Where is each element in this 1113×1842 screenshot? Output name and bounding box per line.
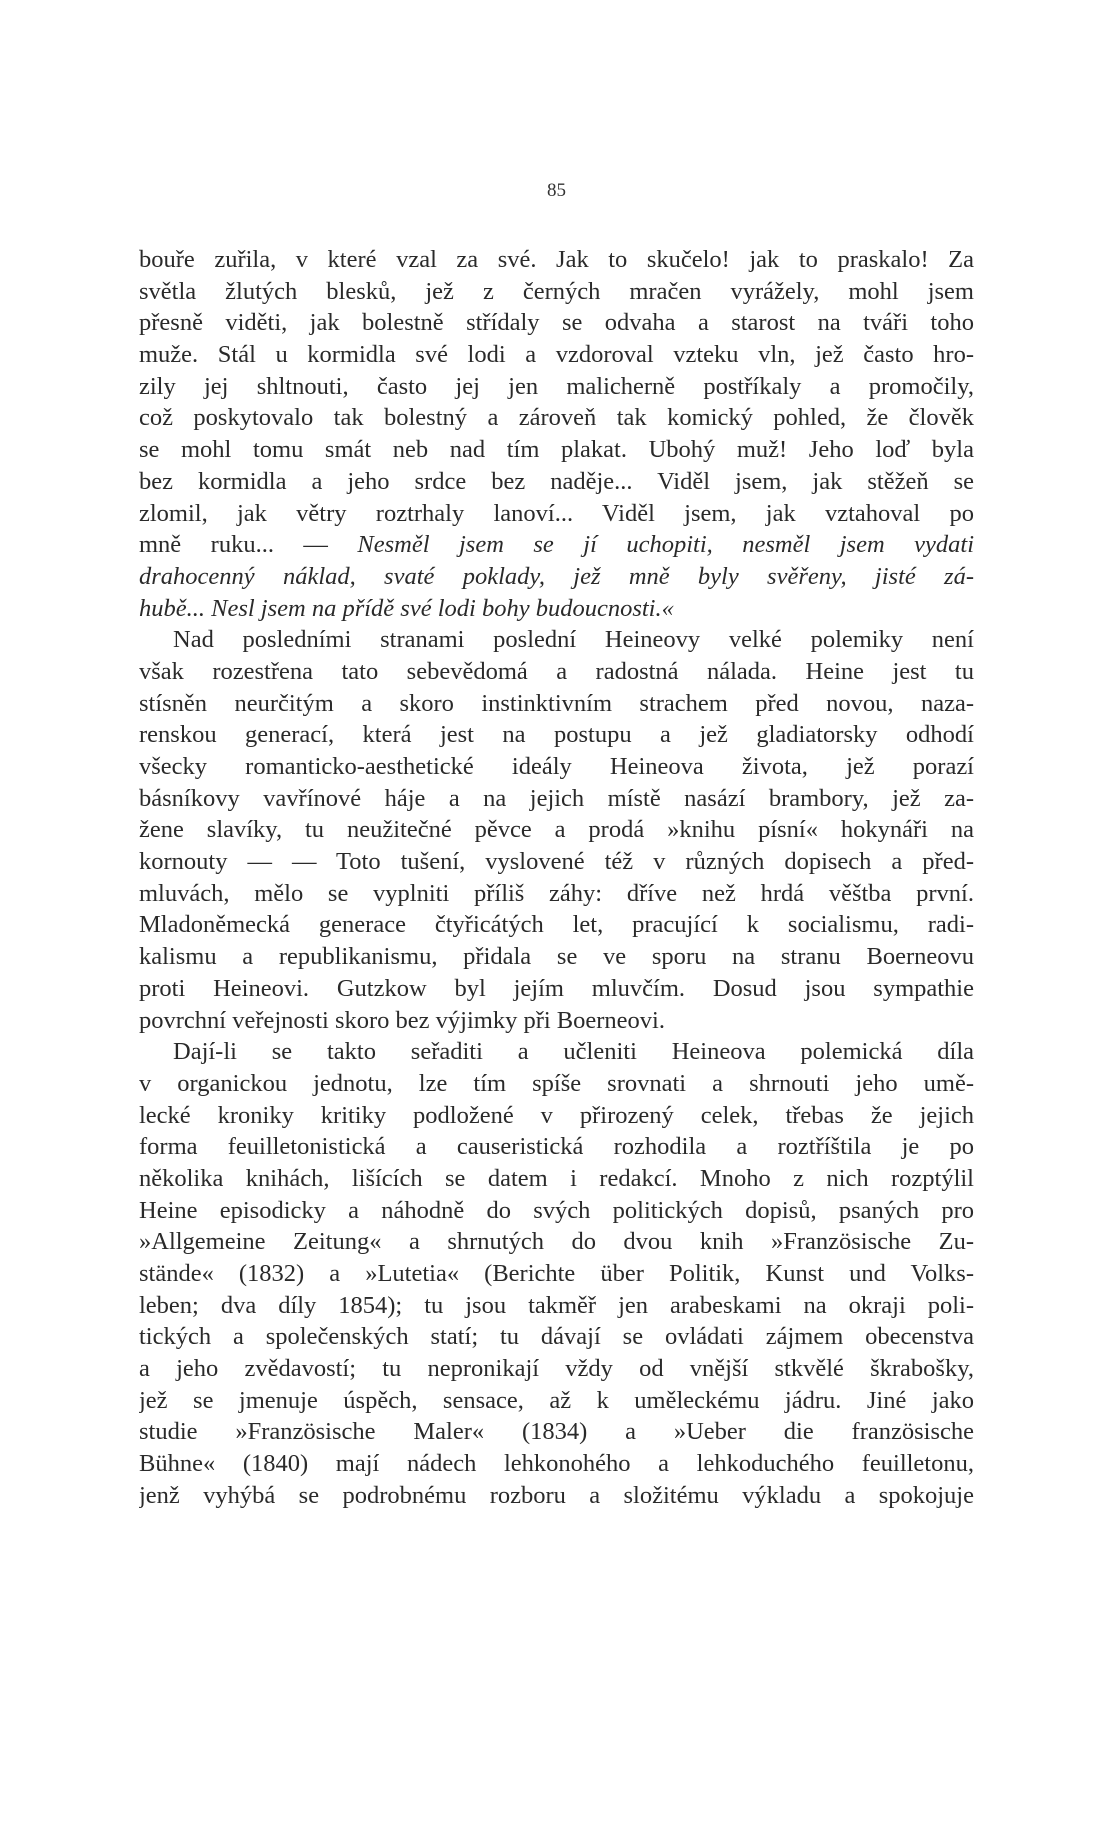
text-line <box>139 814 974 846</box>
text-line <box>139 339 974 371</box>
text-line <box>139 846 974 878</box>
text-line <box>139 1195 974 1227</box>
page-number: 85 <box>547 180 566 201</box>
line-text: mně ruku... — <box>139 531 358 559</box>
line-text: světla žlutých blesků, jež z černých mračen vyrážely, mohl jsem <box>139 277 974 305</box>
line-text: žene slavíky, tu neužitečné pěvce a prodá »knihu písní« hokynáři na <box>139 816 974 844</box>
text-line <box>139 466 974 498</box>
text-line <box>139 1163 974 1195</box>
text-line <box>139 1416 974 1448</box>
line-text: lecké kroniky kritiky podložené v přirozený celek, třebas že jejich <box>139 1101 974 1129</box>
line-italic-text: hubě... Nesl jsem na přídě své lodi bohy budoucnosti.« <box>139 594 674 622</box>
text-line <box>139 1290 974 1322</box>
line-text: tických a společenských statí; tu dávají se ovládati zájmem obecenstva <box>139 1323 974 1351</box>
text-line <box>139 1068 974 1100</box>
line-text: studie »Französische Maler« (1834) a »Ueber die französische <box>139 1418 974 1446</box>
text-line <box>139 1226 974 1258</box>
line-italic-text: drahocenný náklad, svaté poklady, jež mně byly svěřeny, jisté zá- <box>139 562 974 590</box>
line-text: básníkovy vavřínové háje a na jejich místě nasází brambory, jež za- <box>139 784 974 812</box>
line-text: Nad posledními stranami poslední Heineovy velké polemiky není <box>173 626 974 654</box>
text-line <box>139 434 974 466</box>
body-text <box>139 244 974 1512</box>
text-line <box>139 244 974 276</box>
text-line <box>139 941 974 973</box>
line-text: bez kormidla a jeho srdce bez naděje... Viděl jsem, jak stěžeň se <box>139 467 974 495</box>
text-line <box>139 498 974 530</box>
line-italic-text: Nesměl jsem se jí uchopiti, nesměl jsem vydati <box>357 531 974 559</box>
line-text: zlomil, jak větry roztrhaly lanoví... Viděl jsem, jak vztahoval po <box>139 499 974 527</box>
text-line <box>139 719 974 751</box>
text-line <box>139 973 974 1005</box>
text-line <box>139 1100 974 1132</box>
line-text: stände« (1832) a »Lutetia« (Berichte über Politik, Kunst und Volks- <box>139 1260 974 1287</box>
text-line <box>139 1321 974 1353</box>
line-text: Bühne« (1840) mají nádech lehkonohého a lehkoduchého feuilletonu, <box>139 1450 974 1478</box>
text-line <box>139 593 974 625</box>
line-text: přesně viděti, jak bolestně střídaly se odvaha a starost na tváři toho <box>139 309 974 337</box>
text-line <box>139 529 974 561</box>
line-text: leben; dva díly 1854); tu jsou takměř jen arabeskami na okraji poli- <box>139 1291 974 1319</box>
text-line <box>139 307 974 339</box>
line-text: v organickou jednotu, lze tím spíše srovnati a shrnouti jeho umě- <box>139 1069 974 1097</box>
line-text: bouře zuřila, v které vzal za své. Jak to skučelo! jak to praskalo! Za <box>139 246 974 273</box>
line-text: však rozestřena tato sebevědomá a radostná nálada. Heine jest tu <box>139 657 974 685</box>
line-text: jenž vyhýbá se podrobnému rozboru a složitému výkladu a spokojuje <box>139 1481 974 1509</box>
text-line <box>139 751 974 783</box>
line-text: »Allgemeine Zeitung« a shrnutých do dvou knih »Französische Zu- <box>139 1228 974 1256</box>
text-line <box>139 1131 974 1163</box>
line-text: renskou generací, která jest na postupu a jež gladiatorsky odhodí <box>139 721 974 749</box>
text-line <box>139 1036 974 1068</box>
text-line <box>139 1005 974 1037</box>
line-text: a jeho zvědavostí; tu nepronikají vždy od vnější stkvělé škrabošky, <box>139 1355 974 1383</box>
line-text: Mladoněmecká generace čtyřicátých let, pracující k socialismu, radi- <box>139 911 974 939</box>
line-text: proti Heineovi. Gutzkow byl jejím mluvčím. Dosud jsou sympathie <box>139 974 974 1002</box>
text-line <box>139 1353 974 1385</box>
text-line <box>139 371 974 403</box>
text-line <box>139 688 974 720</box>
line-text: všecky romanticko-aesthetické ideály Heineova života, jež porazí <box>139 753 974 780</box>
line-text: povrchní veřejnosti skoro bez výjimky při Boerneovi. <box>139 1006 665 1034</box>
line-text: což poskytovalo tak bolestný a zároveň tak komický pohled, že člověk <box>139 404 974 432</box>
text-line <box>139 1480 974 1512</box>
text-line <box>139 878 974 910</box>
line-text: kalismu a republikanismu, přidala se ve sporu na stranu Boerneovu <box>139 943 974 971</box>
line-text: muže. Stál u kormidla své lodi a vzdoroval vzteku vln, jež často hro- <box>139 341 974 369</box>
line-text: kornouty — — Toto tušení, vyslovené též v různých dopisech a před- <box>139 848 974 876</box>
text-line <box>139 276 974 308</box>
text-line <box>139 656 974 688</box>
line-text: Dají-li se takto seřaditi a učleniti Heineova polemická díla <box>173 1038 974 1066</box>
text-line <box>139 402 974 434</box>
line-text: stísněn neurčitým a skoro instinktivním strachem před novou, naza- <box>139 689 974 717</box>
text-line <box>139 561 974 593</box>
line-text: několika knihách, lišících se datem i redakcí. Mnoho z nich rozptýlil <box>139 1164 974 1192</box>
line-text: se mohl tomu smát neb nad tím plakat. Ubohý muž! Jeho loď byla <box>139 436 974 464</box>
text-line <box>139 1385 974 1417</box>
line-text: Heine episodicky a náhodně do svých politických dopisů, psaných pro <box>139 1196 974 1224</box>
text-line <box>139 1258 974 1290</box>
line-text: zily jej shltnouti, často jej jen malicherně postříkaly a promočily, <box>139 372 974 400</box>
text-line <box>139 1448 974 1480</box>
line-text: forma feuilletonistická a causeristická rozhodila a roztříštila je po <box>139 1133 974 1161</box>
text-line <box>139 909 974 941</box>
line-text: jež se jmenuje úspěch, sensace, až k uměleckému jádru. Jiné jako <box>139 1386 974 1414</box>
text-line <box>139 783 974 815</box>
text-line <box>139 624 974 656</box>
line-text: mluvách, mělo se vyplniti příliš záhy: dříve než hrdá věštba první. <box>139 879 974 907</box>
